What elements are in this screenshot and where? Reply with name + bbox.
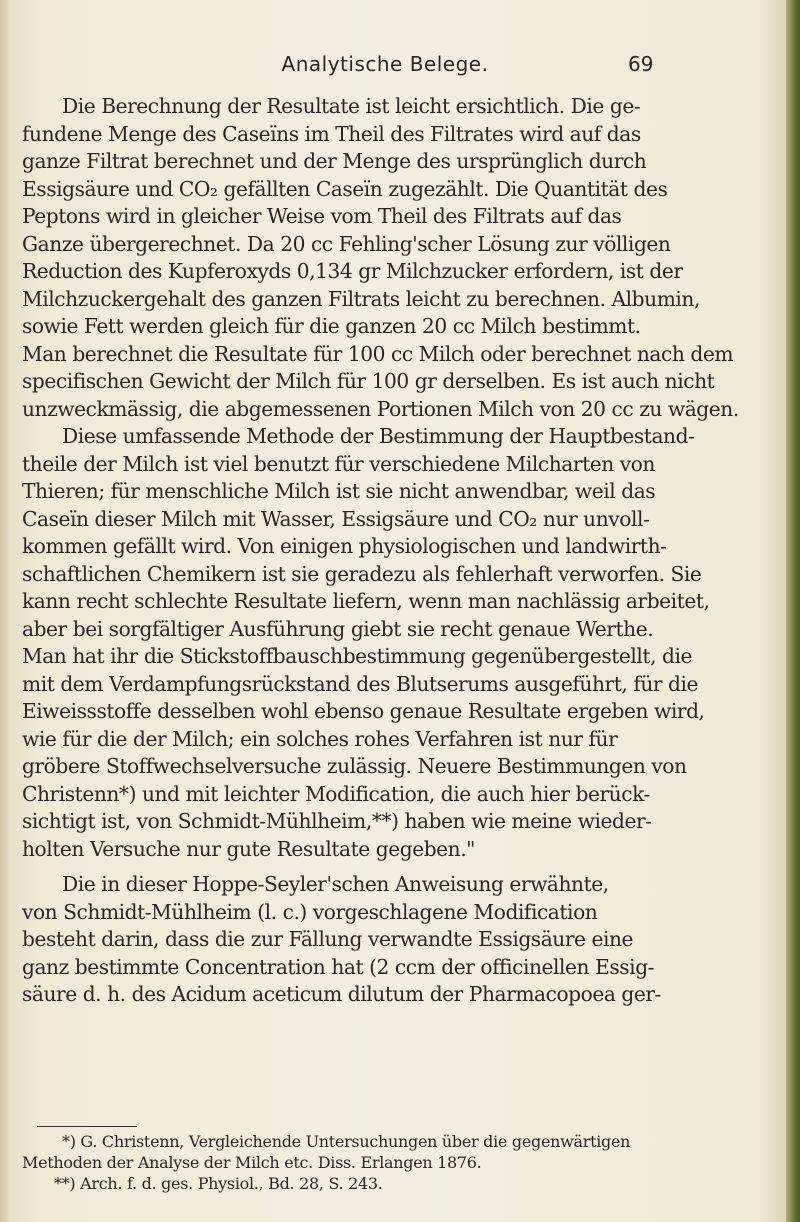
page-left-edge bbox=[0, 0, 10, 1222]
footnotes bbox=[22, 1131, 782, 1194]
text-line: theile der Milch ist viel benutzt für verschiedene Milcharten von bbox=[22, 451, 655, 476]
text-line: wie für die der Milch; ein solches rohes Verfahren ist nur für bbox=[22, 726, 618, 751]
text-line: Caseïn dieser Milch mit Wasser, Essigsäure und CO₂ nur unvoll- bbox=[22, 506, 650, 531]
footnote: *) G. Christenn, Vergleichende Untersuchungen über die gegenwärtigen bbox=[62, 1132, 631, 1151]
text-line: Peptons wird in gleicher Weise vom Theil des Filtrats auf das bbox=[22, 204, 622, 228]
text-line: ganz bestimmte Concentration hat (2 ccm der officinellen Essig- bbox=[22, 954, 655, 979]
footnote-divider bbox=[37, 1126, 137, 1127]
text-line: sowie Fett werden gleich für die ganzen 20 cc Milch bestimmt. bbox=[22, 314, 641, 338]
text-line: fundene Menge des Caseïns im Theil des Filtrates wird auf das bbox=[22, 121, 641, 146]
paragraph bbox=[22, 423, 782, 863]
text-line: Die in dieser Hoppe-Seyler'schen Anweisung erwähnte, bbox=[62, 872, 609, 896]
text-line: gröbere Stoffwechselversuche zulässig. Neuere Bestimmungen von bbox=[22, 754, 687, 778]
text-line: Die Berechnung der Resultate ist leicht ersichtlich. Die ge- bbox=[62, 94, 641, 118]
paragraph bbox=[22, 93, 782, 423]
main-text bbox=[22, 93, 782, 1009]
text-line: Man berechnet die Resultate für 100 cc Milch oder berechnet nach dem bbox=[22, 341, 734, 366]
text-line: Eiweissstoffe desselben wohl ebenso genaue Resultate ergeben wird, bbox=[22, 699, 705, 723]
text-line: specifischen Gewicht der Milch für 100 gr derselben. Es ist auch nicht bbox=[22, 369, 715, 393]
book-spine-edge bbox=[786, 0, 800, 1222]
paragraph-spacer bbox=[22, 863, 782, 871]
text-line: Christenn*) und mit leichter Modification, die auch hier berück- bbox=[22, 781, 650, 806]
text-line: Diese umfassende Methode der Bestimmung der Hauptbestand- bbox=[62, 424, 695, 448]
text-line: mit dem Verdampfungsrückstand des Blutserums ausgeführt, für die bbox=[22, 671, 699, 696]
text-line: säure d. h. des Acidum aceticum dilutum der Pharmacopoea ger- bbox=[22, 982, 661, 1006]
page-number: 69 bbox=[628, 52, 654, 76]
text-line: Essigsäure und CO₂ gefällten Caseïn zugezählt. Die Quantität des bbox=[22, 176, 668, 201]
text-line: sichtigt ist, von Schmidt-Mühlheim,**) haben wie meine wieder- bbox=[22, 809, 652, 833]
text-line: kommen gefällt wird. Von einigen physiologischen und landwirth- bbox=[22, 534, 667, 558]
text-line: holten Versuche nur gute Resultate gegeben." bbox=[22, 836, 476, 861]
text-line: Man hat ihr die Stickstoffbauschbestimmung gegenübergestellt, die bbox=[22, 644, 693, 668]
text-line: Thieren; für menschliche Milch ist sie nicht anwendbar, weil das bbox=[22, 479, 656, 503]
footnote: **) Arch. f. d. ges. Physiol., Bd. 28, S. 243. bbox=[54, 1174, 383, 1193]
running-title: Analytische Belege. bbox=[281, 52, 489, 76]
text-line: Milchzuckergehalt des ganzen Filtrats leicht zu berechnen. Albumin, bbox=[22, 286, 700, 311]
paragraph bbox=[22, 871, 782, 1009]
text-line: ganze Filtrat berechnet und der Menge des ursprünglich durch bbox=[22, 149, 647, 173]
text-line: besteht darin, dass die zur Fällung verwandte Essigsäure eine bbox=[22, 927, 634, 951]
running-header bbox=[0, 52, 800, 82]
text-line: Ganze übergerechnet. Da 20 cc Fehling'scher Lösung zur völligen bbox=[22, 231, 671, 256]
text-line: Reduction des Kupferoxyds 0,134 gr Milchzucker erfordern, ist der bbox=[22, 259, 683, 283]
text-line: aber bei sorgfältiger Ausführung giebt sie recht genaue Werthe. bbox=[22, 616, 654, 641]
text-line: unzweckmässig, die abgemessenen Portionen Milch von 20 cc zu wägen. bbox=[22, 396, 739, 421]
text-line: von Schmidt-Mühlheim (l. c.) vorgeschlagene Modification bbox=[22, 899, 598, 924]
text-line: schaftlichen Chemikern ist sie geradezu als fehlerhaft verworfen. Sie bbox=[22, 561, 702, 586]
footnote-continuation: Methoden der Analyse der Milch etc. Diss. Erlangen 1876. bbox=[22, 1153, 482, 1172]
text-line: kann recht schlechte Resultate liefern, wenn man nachlässig arbeitet, bbox=[22, 589, 710, 613]
